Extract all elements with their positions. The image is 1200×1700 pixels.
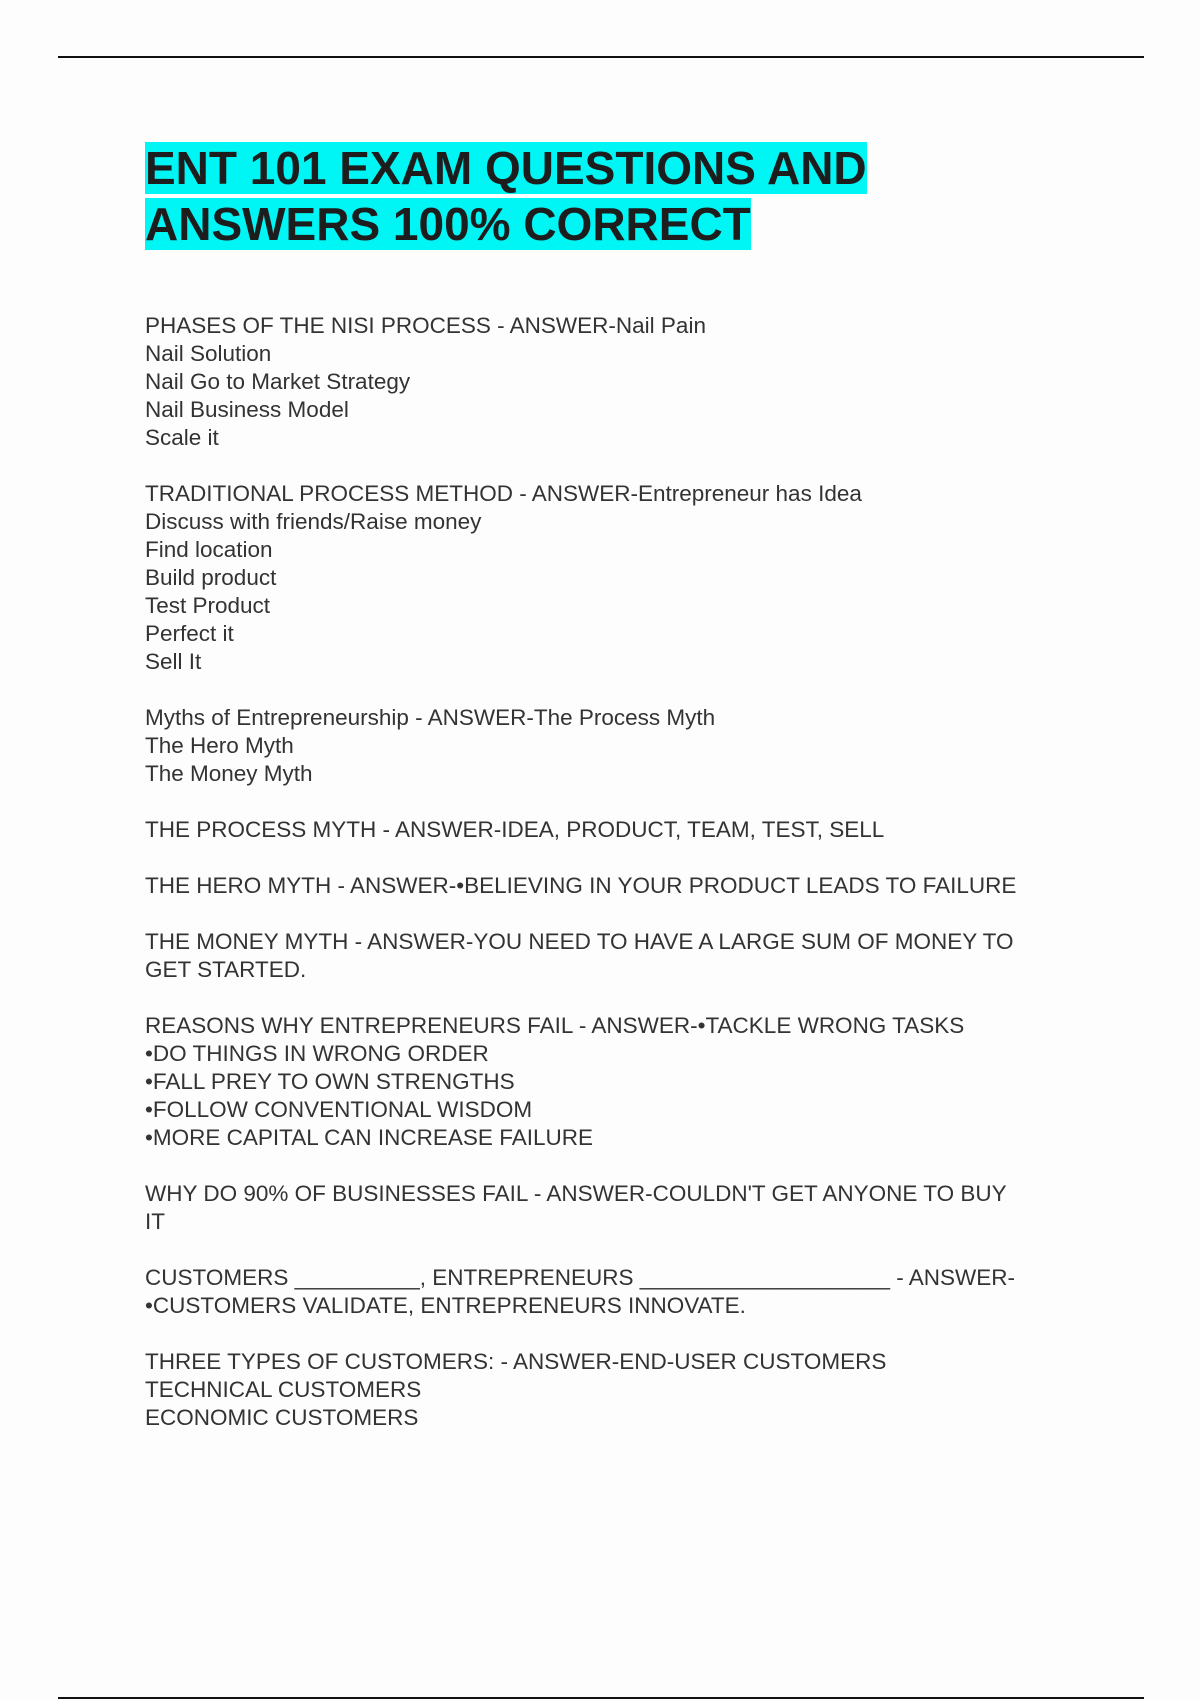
qa-item [145, 872, 1105, 900]
qa-item [145, 1012, 1105, 1152]
qa-answer-line: •CUSTOMERS VALIDATE, ENTREPRENEURS INNOVATE. [145, 1293, 746, 1318]
qa-question-line: CUSTOMERS __________, ENTREPRENEURS ____________________ - ANSWER- [145, 1265, 1016, 1290]
title-line-1: ENT 101 EXAM QUESTIONS AND [145, 142, 867, 194]
qa-question-line: THE PROCESS MYTH - ANSWER-IDEA, PRODUCT, TEAM, TEST, SELL [145, 817, 885, 842]
qa-item [145, 480, 1105, 676]
qa-answer-line: •FALL PREY TO OWN STRENGTHS [145, 1069, 515, 1094]
qa-answer-line: Build product [145, 565, 277, 590]
qa-item [145, 928, 1105, 984]
qa-answer-line: Nail Business Model [145, 397, 349, 422]
qa-question-line: WHY DO 90% OF BUSINESSES FAIL - ANSWER-COULDN'T GET ANYONE TO BUY [145, 1181, 1007, 1206]
document-title [145, 140, 1105, 252]
qa-item [145, 816, 1105, 844]
qa-answer-line: Find location [145, 537, 273, 562]
qa-item [145, 312, 1105, 452]
qa-question-line: REASONS WHY ENTREPRENEURS FAIL - ANSWER-•TACKLE WRONG TASKS [145, 1013, 965, 1038]
qa-answer-line: GET STARTED. [145, 957, 307, 982]
qa-item [145, 1264, 1105, 1320]
qa-list [145, 312, 1105, 1460]
qa-answer-line: TECHNICAL CUSTOMERS [145, 1377, 422, 1402]
qa-answer-line: Nail Solution [145, 341, 272, 366]
qa-question-line: TRADITIONAL PROCESS METHOD - ANSWER-Entrepreneur has Idea [145, 481, 862, 506]
qa-item [145, 704, 1105, 788]
top-rule [58, 56, 1144, 58]
qa-answer-line: ECONOMIC CUSTOMERS [145, 1405, 419, 1430]
bottom-rule [58, 1697, 1144, 1699]
qa-answer-line: IT [145, 1209, 165, 1234]
qa-question-line: THE MONEY MYTH - ANSWER-YOU NEED TO HAVE A LARGE SUM OF MONEY TO [145, 929, 1014, 954]
qa-answer-line: Test Product [145, 593, 271, 618]
qa-question-line: THE HERO MYTH - ANSWER-•BELIEVING IN YOUR PRODUCT LEADS TO FAILURE [145, 873, 1017, 898]
qa-question-line: PHASES OF THE NISI PROCESS - ANSWER-Nail Pain [145, 313, 706, 338]
qa-answer-line: The Money Myth [145, 761, 313, 786]
qa-answer-line: •MORE CAPITAL CAN INCREASE FAILURE [145, 1125, 593, 1150]
qa-item [145, 1348, 1105, 1432]
qa-answer-line: Scale it [145, 425, 219, 450]
qa-answer-line: Sell It [145, 649, 202, 674]
qa-question-line: THREE TYPES OF CUSTOMERS: - ANSWER-END-USER CUSTOMERS [145, 1349, 887, 1374]
qa-answer-line: •DO THINGS IN WRONG ORDER [145, 1041, 489, 1066]
qa-answer-line: •FOLLOW CONVENTIONAL WISDOM [145, 1097, 533, 1122]
qa-item [145, 1180, 1105, 1236]
qa-answer-line: Discuss with friends/Raise money [145, 509, 482, 534]
qa-answer-line: Nail Go to Market Strategy [145, 369, 411, 394]
title-line-2: ANSWERS 100% CORRECT [145, 198, 751, 250]
qa-answer-line: The Hero Myth [145, 733, 294, 758]
qa-answer-line: Perfect it [145, 621, 234, 646]
qa-question-line: Myths of Entrepreneurship - ANSWER-The Process Myth [145, 705, 716, 730]
